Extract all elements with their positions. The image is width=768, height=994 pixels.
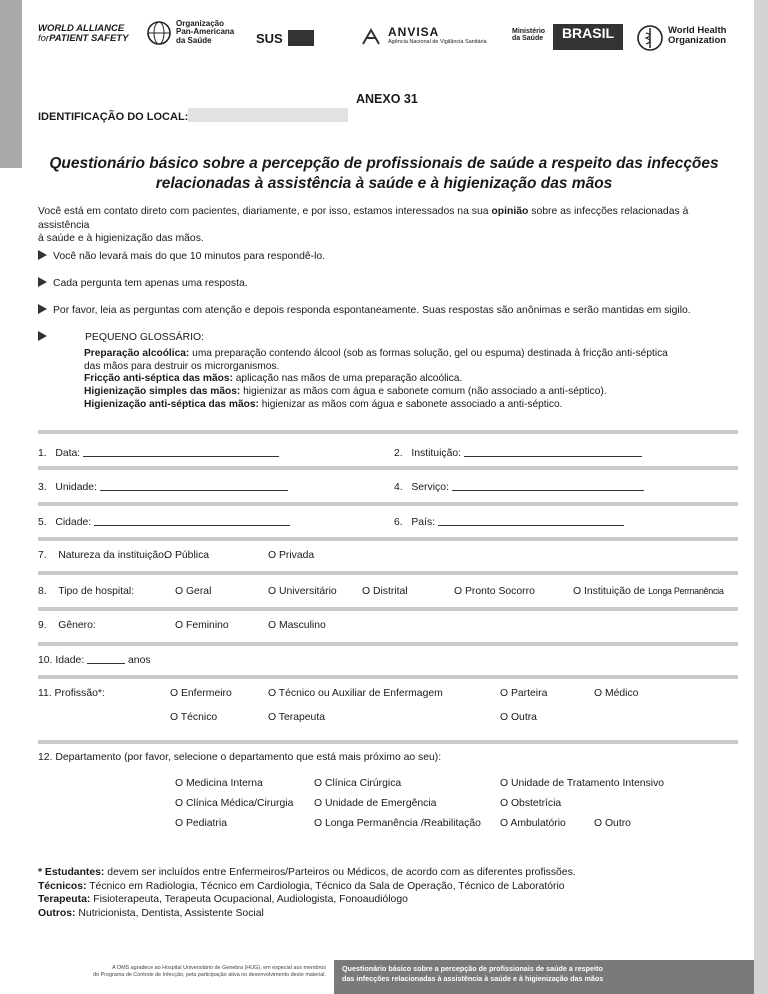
question-label: País: xyxy=(411,517,436,528)
logo-text: Ministério xyxy=(512,28,546,35)
option-text: O Instituição de xyxy=(573,586,646,597)
option-private[interactable]: O Privada xyxy=(268,550,315,561)
footer-text: Questionário básico sobre a percepção de profissionais de saúde a respeito xyxy=(342,964,603,973)
note-text: devem ser incluídos entre Enfermeiros/Parteiros ou Médicos, de acordo com as diferentes profissões. xyxy=(104,867,576,878)
question-number: 9. xyxy=(38,620,47,631)
option-therapist[interactable]: O Terapeuta xyxy=(268,712,325,723)
bullet-item xyxy=(38,250,325,262)
option-icu[interactable]: O Unidade de Tratamento Intensivo xyxy=(500,778,665,789)
intro-text: Você está em contato direto com pacientes, diariamente, e por isso, estamos interessados na sua xyxy=(38,206,492,217)
section-divider xyxy=(38,675,738,679)
section-divider xyxy=(38,502,738,506)
bullet-text: PEQUENO GLOSSÁRIO: xyxy=(85,332,204,343)
footer-text: A OMS agradece ao Hospital Universitário de Genebra (HUG), em especial aos membros xyxy=(112,965,326,971)
logo-text: Agência Nacional de Vigilância Sanitária xyxy=(388,39,487,45)
logo-text: SUS xyxy=(256,31,283,46)
question-gender xyxy=(38,620,96,631)
option-male[interactable]: O Masculino xyxy=(268,620,326,631)
city-field[interactable] xyxy=(94,516,290,526)
option-public[interactable]: O Pública xyxy=(164,550,210,561)
option-female[interactable]: O Feminino xyxy=(175,620,229,631)
question-label: Gênero: xyxy=(58,620,96,631)
section-divider xyxy=(38,571,738,575)
age-field[interactable] xyxy=(87,654,125,664)
glossary-definition: das mãos para destruir os microrganismos. xyxy=(84,360,280,372)
section-divider xyxy=(38,740,738,744)
bullet-item xyxy=(38,277,248,289)
bullet-item xyxy=(38,304,691,316)
glossary-definition: uma preparação contendo álcool (sob as formas solução, gel ou espuma) destinada à fricção anti-séptica xyxy=(189,348,668,359)
note-term: * Estudantes: xyxy=(38,867,105,878)
brasil-logo xyxy=(553,24,623,50)
logo-text: Pan-Americana xyxy=(176,27,235,37)
option-general[interactable]: O Geral xyxy=(175,586,212,597)
anvisa-mark-icon xyxy=(360,26,382,48)
question-number: 1. xyxy=(38,448,47,459)
date-field[interactable] xyxy=(83,447,279,457)
who-emblem-icon xyxy=(636,24,664,52)
question-department: 12. Departamento (por favor, selecione o departamento que está mais próximo ao seu): xyxy=(38,752,442,763)
note-term: Outros: xyxy=(38,907,76,919)
logo-text: PATIENT SAFETY xyxy=(49,32,129,44)
question-label: Data: xyxy=(55,448,81,459)
question-number: 7. xyxy=(38,550,47,561)
note-text: Fisioterapeuta, Terapeuta Ocupacional, Audiologista, Fonoaudiólogo xyxy=(90,894,408,905)
institution-field[interactable] xyxy=(464,447,642,457)
site-id-label: IDENTIFICAÇÃO DO LOCAL: xyxy=(38,111,189,123)
question-hospital-type xyxy=(38,586,134,597)
glossary-term: Higienização anti-séptica das mãos: xyxy=(84,398,259,410)
site-id-field[interactable] xyxy=(188,108,348,122)
glossary-term: Higienização simples das mãos: xyxy=(84,386,241,398)
option-surgery[interactable]: O Clínica Cirúrgica xyxy=(314,778,402,789)
option-other-department[interactable]: O Outro xyxy=(594,818,631,829)
option-nursing-tech[interactable]: O Técnico ou Auxiliar de Enfermagem xyxy=(268,688,443,699)
section-divider xyxy=(38,607,738,611)
option-nurse[interactable]: O Enfermeiro xyxy=(170,688,232,699)
intro-emphasis: opinião xyxy=(491,206,529,217)
logo-text: ANVISA xyxy=(388,25,440,39)
glossary-definition: higienizar as mãos com água e sabonete associado a anti-séptico. xyxy=(258,398,563,410)
sus-logo xyxy=(256,30,314,46)
question-institution xyxy=(394,447,642,459)
option-internal-medicine[interactable]: O Medicina Interna xyxy=(175,778,263,789)
intro-text: sobre as infecções relacionadas à assistência xyxy=(38,206,689,231)
option-long-stay[interactable] xyxy=(573,586,724,597)
question-country xyxy=(394,516,624,528)
left-tab xyxy=(0,0,22,168)
bullet-text: Por favor, leia as perguntas com atenção e depois responda espontaneamente. Suas respostas são anônimas e serão mantidas em sigilo. xyxy=(53,305,691,316)
logo-text: World Health xyxy=(668,25,727,36)
bullet-item xyxy=(38,331,204,343)
service-field[interactable] xyxy=(452,481,644,491)
option-emergency[interactable]: O Pronto Socorro xyxy=(454,586,535,597)
bullet-text: Cada pergunta tem apenas uma resposta. xyxy=(53,278,248,289)
triangle-bullet-icon xyxy=(38,277,47,287)
option-rehab[interactable]: O Longa Permanência /Reabilitação xyxy=(314,818,481,829)
logo-strip xyxy=(38,18,738,60)
intro-text: à saúde e à higienização das mãos. xyxy=(38,233,204,244)
question-number: 8. xyxy=(38,586,47,597)
age-unit: anos xyxy=(128,655,151,666)
question-date xyxy=(38,447,279,459)
option-university[interactable]: O Universitário xyxy=(268,586,337,597)
option-technician[interactable]: O Técnico xyxy=(170,712,218,723)
question-number: 5. xyxy=(38,517,47,528)
note-text: Técnico em Radiologia, Técnico em Cardiologia, Técnico da Sala de Operação, Técnico de Laboratório xyxy=(86,880,565,892)
page-title xyxy=(40,154,728,194)
question-label: Unidade: xyxy=(55,482,97,493)
question-number: 3. xyxy=(38,482,47,493)
note-text: Nutricionista, Dentista, Assistente Social xyxy=(75,907,264,919)
footer-acknowledgement xyxy=(58,965,326,979)
option-district[interactable]: O Distrital xyxy=(362,586,408,597)
option-obstetrics[interactable]: O Obstetrícia xyxy=(500,798,562,809)
logo-text: da Saúde xyxy=(176,35,212,45)
question-age xyxy=(38,654,151,666)
title-line: Questionário básico sobre a percepção de profissionais de saúde a respeito das infecções xyxy=(49,155,719,172)
footnotes xyxy=(38,866,738,920)
question-nature xyxy=(38,550,167,561)
question-unit xyxy=(38,481,288,493)
glossary-definition: aplicação nas mãos de uma preparação alcoólica. xyxy=(232,373,463,385)
glossary-term: Preparação alcoólica: xyxy=(84,348,190,359)
section-divider xyxy=(38,430,738,434)
question-service xyxy=(394,481,644,493)
globe-icon xyxy=(146,20,172,46)
option-emergency-unit[interactable]: O Unidade de Emergência xyxy=(314,798,437,809)
question-city xyxy=(38,516,290,528)
option-midwife[interactable]: O Parteira xyxy=(500,688,548,699)
triangle-bullet-icon xyxy=(38,304,47,314)
triangle-bullet-icon xyxy=(38,250,47,260)
right-edge-bar xyxy=(754,0,768,994)
glossary-term: Fricção anti-séptica das mãos: xyxy=(84,373,233,385)
section-divider xyxy=(38,537,738,541)
logo-text: da Saúde xyxy=(512,35,544,43)
question-label: Serviço: xyxy=(411,482,449,493)
unit-field[interactable] xyxy=(100,481,288,491)
question-label: Tipo de hospital: xyxy=(58,586,135,597)
footer-title-band xyxy=(334,960,754,994)
logo-text: for xyxy=(38,32,50,44)
question-number: 4. xyxy=(394,482,403,493)
section-divider xyxy=(38,642,738,646)
question-label: 10. Idade: xyxy=(38,655,85,666)
logo-text: WORLD ALLIANCE xyxy=(38,23,125,34)
question-label: Natureza da instituição: xyxy=(58,550,167,561)
world-alliance-logo xyxy=(38,24,128,44)
question-number: 2. xyxy=(394,448,403,459)
option-doctor[interactable]: O Médico xyxy=(594,688,639,699)
question-label: Cidade: xyxy=(55,517,92,528)
country-field[interactable] xyxy=(438,516,624,526)
logo-text: Organização xyxy=(176,19,225,28)
glossary-definition: higienizar as mãos com água e sabonete comum (não associado a anti-séptico). xyxy=(240,386,607,398)
intro-paragraph xyxy=(38,205,738,246)
option-med-surgical[interactable]: O Clínica Médica/Cirurgia xyxy=(175,798,294,809)
note-term: Terapeuta: xyxy=(38,894,91,905)
ministerio-logo xyxy=(512,28,545,43)
title-line: relacionadas à assistência à saúde e à higienização das mãos xyxy=(155,175,613,192)
footer-text: das infecções relacionadas à assistência à saúde e à higienização das mãos xyxy=(342,973,604,983)
question-label: Instituição: xyxy=(411,448,462,459)
section-divider xyxy=(38,466,738,470)
question-number: 6. xyxy=(394,517,403,528)
annex-label: ANEXO 31 xyxy=(356,92,418,106)
option-other-profession[interactable]: O Outra xyxy=(500,712,537,723)
note-term: Técnicos: xyxy=(38,880,87,892)
triangle-bullet-icon xyxy=(38,331,47,341)
option-text: Longa Permanência xyxy=(648,586,724,596)
glossary xyxy=(84,348,734,412)
question-profession: 11. Profissão*: xyxy=(38,688,105,699)
option-outpatient[interactable]: O Ambulatório xyxy=(500,818,566,829)
logo-text: Organization xyxy=(668,34,727,46)
option-pediatrics[interactable]: O Pediatria xyxy=(175,818,227,829)
bullet-text: Você não levará mais do que 10 minutos para respondê-lo. xyxy=(53,251,326,262)
logo-text: BRASIL xyxy=(561,25,615,41)
footer-text: do Programa de Controle de Infecção, pela participação ativa no desenvolvimento deste material. xyxy=(93,972,326,978)
